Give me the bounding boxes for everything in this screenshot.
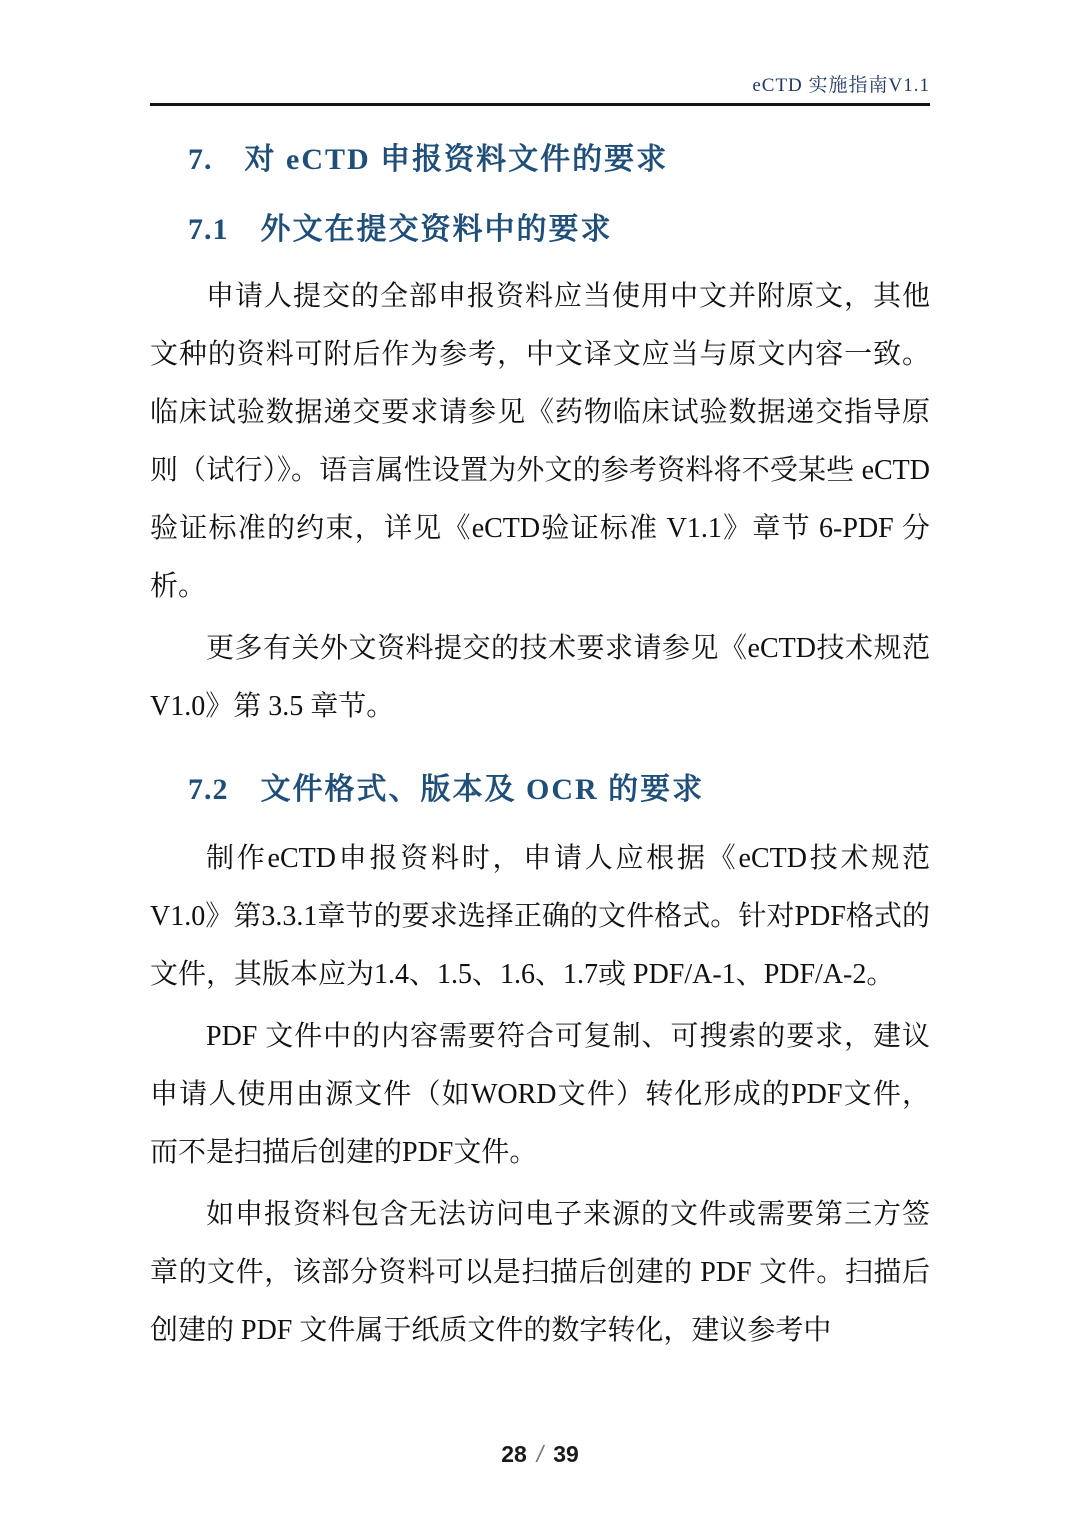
paragraph-technical-reference: 更多有关外文资料提交的技术要求请参见《eCTD技术规范V1.0》第 3.5 章节。 <box>150 633 930 722</box>
page-header <box>0 0 1080 106</box>
current-page-number: 28 <box>501 1441 527 1467</box>
document-body <box>0 138 1080 1360</box>
paragraph-file-format-versions: 制作eCTD申报资料时，申请人应根据《eCTD技术规范V1.0》第3.3.1章节的要求选择正确的文件格式。针对PDF格式的文件，其版本应为1.4、1.5、1.6、1.7或 PDF/A-1、PDF/A-2。 <box>150 843 930 990</box>
paragraph-foreign-language-requirement: 申请人提交的全部申报资料应当使用中文并附原文，其他文种的资料可附后作为参考，中文译文应当与原文内容一致。临床试验数据递交要求请参见《药物临床试验数据递交指导原则（试行）》。语言属性设置为外文的参考资料将不受某些 eCTD 验证标准的约束，详见《eCTD验证标准 V1.1》章节 6-PDF 分析。 <box>150 281 930 602</box>
paragraph-pdf-searchable-requirement: PDF 文件中的内容需要符合可复制、可搜索的要求，建议申请人使用由源文件（如WORD文件）转化形成的PDF文件，而不是扫描后创建的PDF文件。 <box>150 1021 930 1168</box>
page-number-separator: / <box>536 1441 544 1467</box>
section-7-heading <box>188 138 930 182</box>
section-7-number: 7. <box>188 143 213 176</box>
section-7-2-number: 7.2 <box>188 773 229 806</box>
header-rule <box>150 103 930 106</box>
section-7-2-title: 文件格式、版本及 OCR 的要求 <box>260 773 705 806</box>
section-7-1-title: 外文在提交资料中的要求 <box>260 213 613 246</box>
running-head-title: eCTD 实施指南V1.1 <box>752 75 930 96</box>
section-7-1-heading <box>188 208 930 252</box>
section-7-title: 对 eCTD 申报资料文件的要求 <box>244 143 669 176</box>
paragraph-scanned-pdf: 如申报资料包含无法访问电子来源的文件或需要第三方签章的文件，该部分资料可以是扫描后创建的 PDF 文件。扫描后创建的 PDF 文件属于纸质文件的数字转化，建议参考中 <box>150 1199 930 1346</box>
section-7-2-heading <box>188 768 930 812</box>
total-page-count: 39 <box>553 1441 579 1467</box>
page-footer <box>0 1441 1080 1468</box>
section-7-1-number: 7.1 <box>188 213 229 246</box>
